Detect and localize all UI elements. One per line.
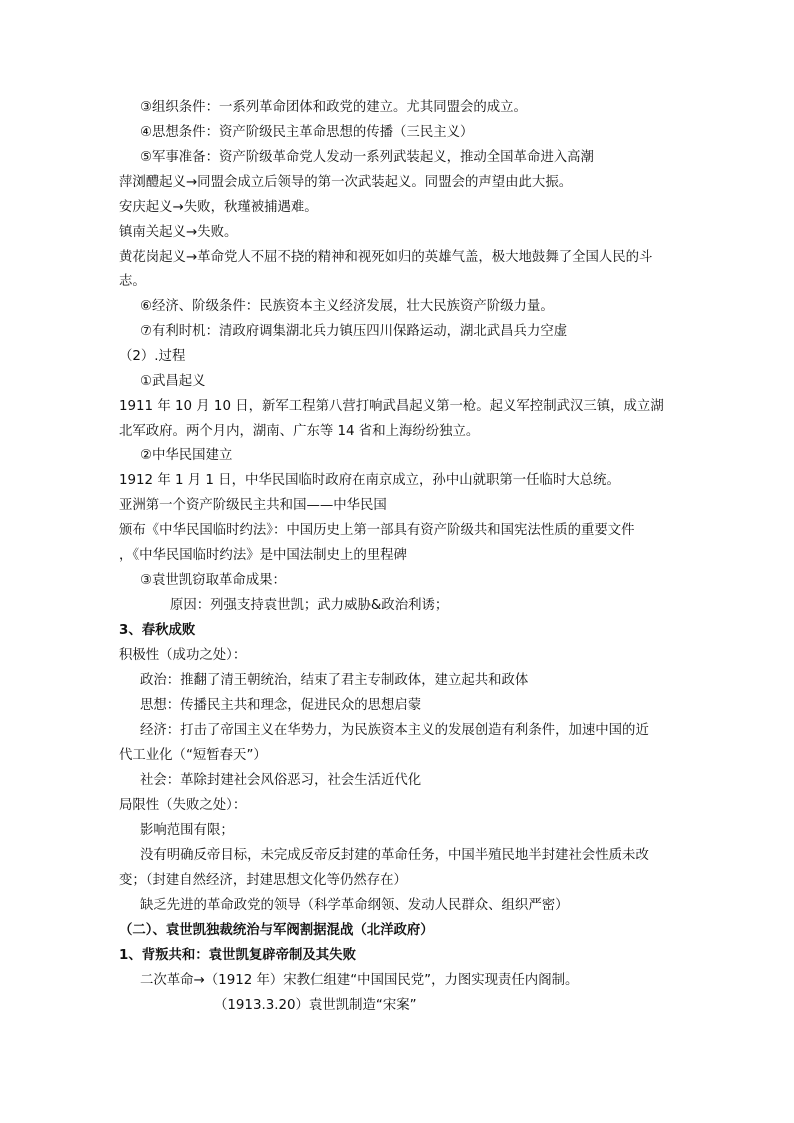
text-line: 1912 年 1 月 1 日，中华民国临时政府在南京成立，孙中山就职第一任临时大总统。 — [119, 473, 620, 488]
text-line: 1911 年 10 月 10 日，新军工程第八营打响武昌起义第一枪。起义军控制武汉三镇，成立湖 — [119, 399, 664, 414]
text-line: 萍浏醴起义→同盟会成立后领导的第一次武装起义。同盟会的声望由此大振。 — [119, 175, 573, 190]
text-line: 政治：推翻了清王朝统治，结束了君主专制政体，建立起共和政体 — [140, 673, 529, 688]
text-line: 变；（封建自然经济，封建思想文化等仍然存在） — [119, 873, 407, 888]
text-line: ⑦有利时机：清政府调集湖北兵力镇压四川保路运动，湖北武昌兵力空虚 — [140, 324, 568, 339]
subheading: ②中华民国建立 — [140, 448, 233, 463]
text-line: 镇南关起义→失败。 — [119, 225, 238, 240]
text-line: 原因：列强支持袁世凯；武力威胁&政治利诱； — [170, 598, 449, 613]
text-line: 代工业化（“短暂春天”） — [119, 748, 267, 763]
text-line: 社会：革除封建社会风俗恶习，社会生活近代化 — [140, 773, 422, 788]
subheading: ①武昌起义 — [140, 374, 206, 389]
text-line: 志。 — [119, 274, 146, 289]
section-heading: 1、背叛共和：袁世凯复辟帝制及其失败 — [119, 948, 356, 963]
text-line: 缺乏先进的革命政党的领导（科学革命纲领、发动人民群众、组织严密） — [140, 898, 569, 913]
text-line: 安庆起义→失败，秋瑾被捕遇难。 — [119, 200, 318, 215]
text-line: ④思想条件：资产阶级民主革命思想的传播（三民主义） — [140, 125, 474, 140]
text-line: 颁布《中华民国临时约法》：中国历史上第一部具有资产阶级共和国宪法性质的重要文件 — [119, 523, 635, 538]
section-heading: （2）.过程 — [119, 349, 186, 364]
text-line: 局限性（失败之处）： — [119, 798, 247, 813]
text-line: ⑤军事准备：资产阶级革命党人发动一系列武装起义，推动全国革命进入高潮 — [140, 150, 594, 165]
section-heading: （二）、袁世凯独裁统治与军阀割据混战（北洋政府） — [119, 923, 434, 938]
text-line: 黄花岗起义→革命党人不屈不挠的精神和视死如归的英雄气盖，极大地鼓舞了全国人民的斗 — [119, 250, 653, 265]
text-line: 思想：传播民主共和理念，促进民众的思想启蒙 — [140, 698, 422, 713]
subheading: ③袁世凯窃取革命成果： — [140, 573, 286, 588]
text-line: 没有明确反帝目标，未完成反帝反封建的革命任务，中国半殖民地半封建社会性质未改 — [140, 848, 649, 863]
text-line: ，《中华民国临时约法》是中国法制史上的里程碑 — [119, 548, 407, 563]
text-line: ③组织条件：一系列革命团体和政党的建立。尤其同盟会的成立。 — [140, 100, 527, 115]
text-line: 影响范围有限； — [140, 823, 234, 838]
text-line: 经济：打击了帝国主义在华势力，为民族资本主义的发展创造有利条件，加速中国的近 — [140, 723, 649, 738]
text-line: 二次革命→（1912 年）宋教仁组建“中国国民党”，力图实现责任内阁制。 — [140, 973, 579, 988]
text-line: 亚洲第一个资产阶级民主共和国——中华民国 — [119, 498, 387, 513]
text-line: （1913.3.20）袁世凯制造“宋案” — [214, 998, 417, 1013]
section-heading: 3、春秋成败 — [119, 623, 196, 638]
text-line: 北军政府。两个月内，湖南、广东等 14 省和上海纷纷独立。 — [119, 424, 480, 439]
text-line: 积极性（成功之处）： — [119, 648, 247, 663]
text-line: ⑥经济、阶级条件：民族资本主义经济发展，壮大民族资产阶级力量。 — [140, 299, 554, 314]
